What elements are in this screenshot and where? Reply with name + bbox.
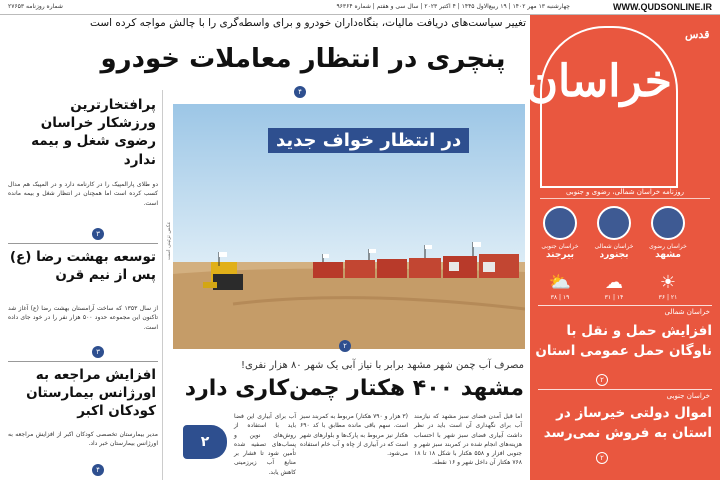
- story-body: اما قبل آمدن فضای سبز مشهد که نیازمند آب برای نگهداری آن است باید در نظر داشت آبیاری فضای سبز شهر با احتساب هزینه‌های انجام شده در کمربند سبز شهر و جنوبی افزار و ۵۵۸ هکتار با شکل ۱۸ تا ۱۸ ۷۶۸ هکتار آن داخل شهر و ۱۶ نقطه.: [414, 413, 522, 467]
- masthead-frame: [525, 26, 678, 188]
- story-headline[interactable]: مشهد ۴۰۰ هکتار چمن‌کاری دارد: [184, 376, 524, 401]
- divider: [540, 198, 710, 199]
- divider: [538, 305, 712, 306]
- sun-icon: ☀: [659, 272, 677, 293]
- weather-temps: ۱۴ | ۳۱: [604, 294, 624, 301]
- quds-logo: قدس: [685, 28, 710, 41]
- weather-temps: ۱۹ | ۳۸: [550, 294, 570, 301]
- story-body: مدیر بیمارستان تخصصی کودکان اکبر از افزایش مراجعه به اورژانس بیمارستان خبر داد.: [8, 431, 158, 448]
- photo-credit: عکس تزئینی است: [166, 221, 172, 260]
- story-headline[interactable]: توسعه بهشت رضا (ع) پس از نیم قرن: [9, 249, 156, 284]
- column-divider: [162, 90, 163, 480]
- weather-temps: ۲۱ | ۳۶: [658, 294, 678, 301]
- newspaper-masthead: خراسان: [525, 56, 672, 107]
- issue-number: شماره روزنامه ۲۷۶۵۳: [8, 3, 63, 10]
- divider: [538, 389, 712, 390]
- story-subtitle: مصرف آب چمن شهر مشهد برابر با نیاز آبی یک شهر ۸۰ هزار نفری!: [240, 360, 524, 371]
- city-bojnurd: خراسان شمالی بجنورد: [588, 206, 640, 260]
- story-body: آب برای آبیاری این فضا باید با استفاده از روش‌های نوین و پساب‌های تصفیه شده تأمین شود تا فشار بر منابع آب زیرزمینی کاهش یابد.: [234, 413, 296, 476]
- lead-subtitle: تغییر سیاست‌های دریافت مالیات، بنگاه‌داران خودرو و برای واسطه‌گری را با چالش مواجه کرده است: [90, 17, 526, 29]
- page-badge: ۲: [339, 340, 351, 352]
- section-label: خراسان شمالی: [664, 308, 710, 316]
- website-url[interactable]: WWW.QUDSONLINE.IR: [613, 2, 712, 12]
- page-badge: ۴: [92, 464, 104, 476]
- page-badge: ۴: [294, 86, 306, 98]
- masthead-tagline: روزنامه خراسان شمالی، رضوی و جنوبی: [565, 188, 685, 196]
- story-body: دو طلای پارالمپیک را در کارنامه دارد و در المپیک هم مدال کسب کرده است اما همچنان در انتظار شغل و بیمه مانده است.: [8, 181, 158, 207]
- page-badge: ۲: [596, 452, 608, 464]
- dateline: چهارشنبه ۱۳ مهر ۱۴۰۲ | ۱۹ ربیع‌الاول ۱۴۴۵ | ۴ اکتبر ۲۰۲۳ | سال سی و هفتم | شماره ۹۶۳۶۴: [336, 3, 570, 10]
- landmark-icon: [597, 206, 631, 240]
- story-headline[interactable]: افزایش حمل و نقل با ناوگان حمل عمومی استان: [535, 323, 712, 359]
- city-mashhad: خراسان رضوی مشهد: [642, 206, 694, 260]
- page-badge: ۲: [596, 374, 608, 386]
- page-badge: ۳: [92, 346, 104, 358]
- story-headline[interactable]: اموال دولتی خیرساز در استان به فروش نمی‌رسد: [543, 405, 712, 441]
- page-badge: ۲: [183, 425, 227, 459]
- story-headline[interactable]: پرافتخارترین ورزشکار خراسان رضوی شغل و بیمه ندارد: [31, 97, 156, 168]
- photo-headline[interactable]: در انتظار خواف جدید: [268, 128, 469, 153]
- cloud-icon: ☁: [605, 272, 623, 293]
- page-badge: ۳: [92, 228, 104, 240]
- divider: [8, 243, 158, 244]
- story-body: (۳ هزار و ۷۹۰ هکتار) مربوط به کمربند سبز است. سهم باقی مانده مطابق با کد ۶۹۰ هکتار نیز مربوط به پارک‌ها و بلوارهای شهر است که در آبیاری از چاه و آب خام استفاده می‌شود.: [300, 413, 408, 458]
- city-birjand: خراسان جنوبی بیرجند: [534, 206, 586, 260]
- shrine-icon: [651, 206, 685, 240]
- divider: [8, 361, 158, 362]
- landmark-icon: [543, 206, 577, 240]
- section-label: خراسان جنوبی: [666, 392, 710, 400]
- story-body: از سال ۱۳۵۳ که ساخت آرامستان بهشت رضا (ع) آغاز شد تاکنون این مجموعه حدود ۵۰۰ هزار نفر را در خود جای داده است.: [8, 305, 159, 331]
- lead-headline[interactable]: پنچری در انتظار معاملات خودرو: [100, 44, 506, 74]
- story-headline[interactable]: افزایش مراجعه به اورژانس بیمارستان کودکان اکبر: [26, 367, 156, 420]
- partly-cloudy-icon: ⛅: [548, 272, 572, 293]
